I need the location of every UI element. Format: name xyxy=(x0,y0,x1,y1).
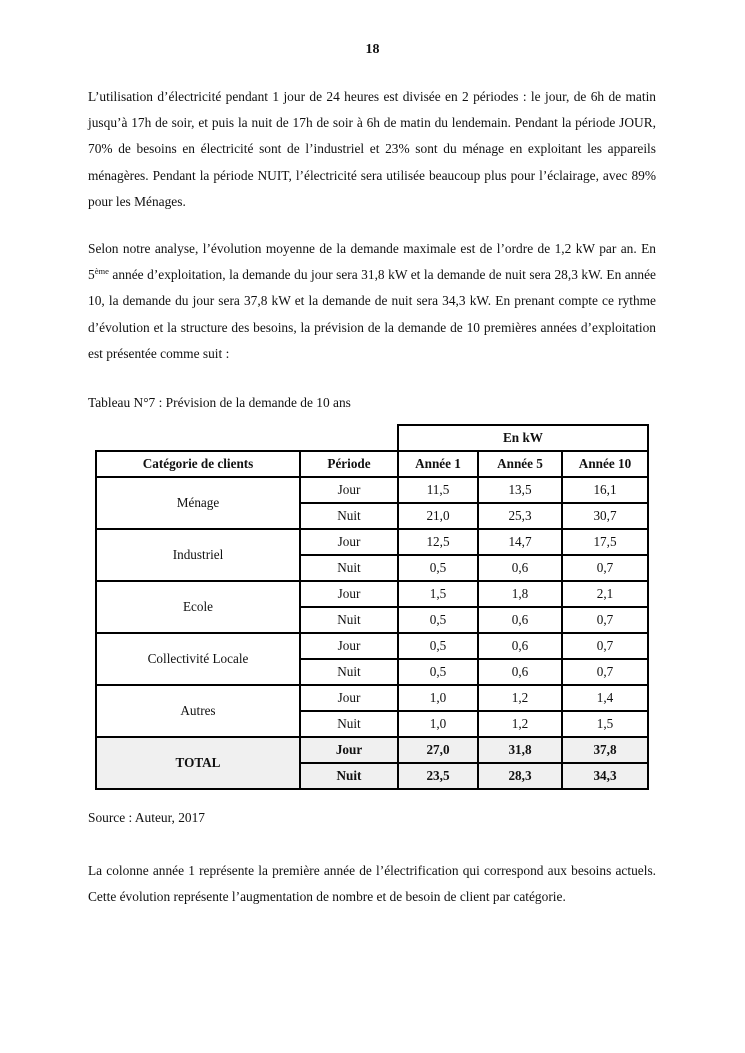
period-cell: Jour xyxy=(300,477,398,503)
year-1-cell: 21,0 xyxy=(398,503,478,529)
year-1-cell: 0,5 xyxy=(398,555,478,581)
period-cell: Jour xyxy=(300,633,398,659)
year-10-cell: 1,4 xyxy=(562,685,648,711)
year-1-cell: 1,0 xyxy=(398,685,478,711)
year-1-cell: 23,5 xyxy=(398,763,478,789)
year-5-cell: 14,7 xyxy=(478,529,562,555)
year-5-cell: 0,6 xyxy=(478,633,562,659)
analysis-text-start: Selon notre analyse, l’évolution moyenne de la demande maximale est de l’ordre de 1,2 kW par an. En 5 xyxy=(88,241,656,283)
year-5-cell: 25,3 xyxy=(478,503,562,529)
intro-paragraph: L’utilisation d’électricité pendant 1 jour de 24 heures est divisée en 2 périodes : le jour, de 6h de matin jusqu’à 17h de soir, et puis la nuit de 17h de soir à 6h de matin du lendemain. Pendant la période JOUR, 70% de besoins en électricité sont de l’industriel et 23% sont du ménage en exploitant les appareils ménagères. Pendant la période NUIT, l’électricité sera utilisée beaucoup plus pour l’éclairage, avec 89% pour les Ménages. xyxy=(88,89,656,209)
table-row xyxy=(96,685,648,711)
header-year-10: Année 10 xyxy=(562,451,648,477)
period-cell: Jour xyxy=(300,685,398,711)
table-row xyxy=(96,633,648,659)
year-10-cell: 2,1 xyxy=(562,581,648,607)
category-cell: Ecole xyxy=(96,581,300,633)
year-5-cell: 0,6 xyxy=(478,607,562,633)
analysis-text-end: année d’exploitation, la demande du jour sera 31,8 kW et la demande de nuit sera 28,3 kW. En année 10, la demande du jour sera 37,8 kW et la demande de nuit sera 34,3 kW. En prenant compte ce rythme d’évolution et la structure des besoins, la prévision de la demande de 10 premières années d’exploitation est présentée comme suit : xyxy=(88,267,656,361)
demand-forecast-table xyxy=(95,424,649,790)
category-cell: Autres xyxy=(96,685,300,737)
unit-header: En kW xyxy=(398,425,648,451)
table-corner-blank xyxy=(96,425,398,451)
page-number: 18 xyxy=(365,42,380,57)
analysis-paragraph xyxy=(88,236,656,367)
year-10-cell: 30,7 xyxy=(562,503,648,529)
table-source: Source : Auteur, 2017 xyxy=(88,810,205,825)
period-cell: Jour xyxy=(300,529,398,555)
header-year-1: Année 1 xyxy=(398,451,478,477)
table-caption: Tableau N°7 : Prévision de la demande de 10 ans xyxy=(88,395,351,410)
category-cell: Collectivité Locale xyxy=(96,633,300,685)
year-1-cell: 1,0 xyxy=(398,711,478,737)
table-row xyxy=(96,737,648,763)
year-5-cell: 31,8 xyxy=(478,737,562,763)
year-1-cell: 0,5 xyxy=(398,659,478,685)
conclusion-paragraph: La colonne année 1 représente la première année de l’électrification qui correspond aux besoins actuels. Cette évolution représente l’augmentation de nombre et de besoin de client par catégorie. xyxy=(88,863,656,905)
year-1-cell: 11,5 xyxy=(398,477,478,503)
ordinal-superscript: ème xyxy=(94,266,109,277)
period-cell: Nuit xyxy=(300,659,398,685)
year-10-cell: 37,8 xyxy=(562,737,648,763)
year-1-cell: 0,5 xyxy=(398,607,478,633)
table-row xyxy=(96,477,648,503)
period-cell: Nuit xyxy=(300,555,398,581)
header-category: Catégorie de clients xyxy=(96,451,300,477)
year-1-cell: 27,0 xyxy=(398,737,478,763)
period-cell: Nuit xyxy=(300,503,398,529)
period-cell: Nuit xyxy=(300,607,398,633)
header-period: Période xyxy=(300,451,398,477)
year-10-cell: 34,3 xyxy=(562,763,648,789)
year-10-cell: 16,1 xyxy=(562,477,648,503)
header-year-5: Année 5 xyxy=(478,451,562,477)
category-cell: Ménage xyxy=(96,477,300,529)
year-1-cell: 1,5 xyxy=(398,581,478,607)
year-5-cell: 13,5 xyxy=(478,477,562,503)
year-1-cell: 12,5 xyxy=(398,529,478,555)
table-body xyxy=(96,477,648,789)
year-10-cell: 0,7 xyxy=(562,607,648,633)
period-cell: Nuit xyxy=(300,711,398,737)
year-5-cell: 0,6 xyxy=(478,555,562,581)
category-cell: Industriel xyxy=(96,529,300,581)
year-10-cell: 17,5 xyxy=(562,529,648,555)
total-label: TOTAL xyxy=(96,737,300,789)
period-cell: Jour xyxy=(300,737,398,763)
year-10-cell: 0,7 xyxy=(562,633,648,659)
period-cell: Jour xyxy=(300,581,398,607)
period-cell: Nuit xyxy=(300,763,398,789)
year-10-cell: 0,7 xyxy=(562,555,648,581)
year-10-cell: 0,7 xyxy=(562,659,648,685)
table-row xyxy=(96,581,648,607)
year-5-cell: 1,8 xyxy=(478,581,562,607)
year-1-cell: 0,5 xyxy=(398,633,478,659)
year-5-cell: 1,2 xyxy=(478,685,562,711)
year-5-cell: 1,2 xyxy=(478,711,562,737)
year-5-cell: 28,3 xyxy=(478,763,562,789)
year-5-cell: 0,6 xyxy=(478,659,562,685)
table-row xyxy=(96,529,648,555)
year-10-cell: 1,5 xyxy=(562,711,648,737)
